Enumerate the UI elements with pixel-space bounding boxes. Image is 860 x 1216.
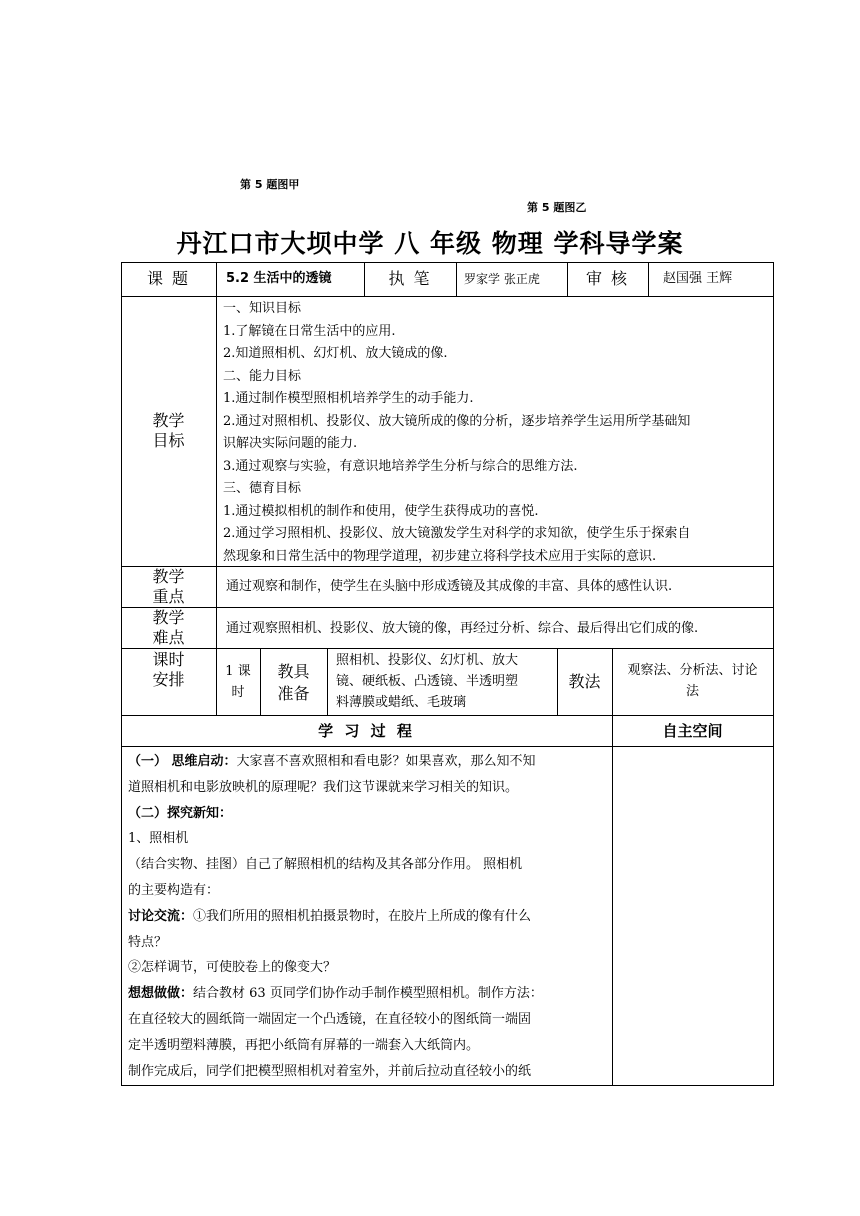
title-grade-unit: 年级 — [429, 229, 482, 258]
writer-value: 罗家学 张正虎 — [464, 272, 540, 286]
paragraph-text: 大家喜不喜欢照相和看电影？如果喜欢，那么知不知 — [236, 754, 536, 769]
objective-line: 2.通过学习照相机、投影仪、放大镜激发学生对科学的求知欲，使学生乐于探索自 — [223, 526, 691, 541]
objectives-content — [223, 298, 769, 568]
objective-line: 一、知识目标 — [223, 301, 302, 316]
section-heading: 想想做做： — [128, 986, 194, 1002]
writer-label: 执 笔 — [388, 269, 432, 288]
objective-line: 然现象和日常生活中的物理学道理，初步建立将科学技术应用于实际的意识. — [223, 548, 657, 564]
difficulties-text: 通过观察照相机、投影仪、放大镜的像，再经过分析、综合、最后得出它们成的像. — [226, 621, 699, 636]
keypoints-label-line: 重点 — [152, 587, 185, 606]
objective-line: 三、德育目标 — [223, 481, 302, 496]
paragraph — [128, 981, 612, 1007]
paragraph-text: 结合教材 63 页同学们协作动手制作模型照相机。制作方法： — [193, 986, 543, 1002]
section-heading: （二）探究新知： — [128, 805, 233, 821]
objectives-label-line: 目标 — [152, 431, 185, 450]
methods-value — [612, 660, 773, 702]
difficulties-label-line: 难点 — [152, 628, 185, 647]
page-title — [0, 224, 860, 260]
paragraph — [128, 749, 612, 775]
tools-label — [260, 661, 327, 705]
schedule-label-line: 安排 — [152, 670, 185, 689]
objective-line: 2.通过对照相机、投影仪、放大镜所成的像的分析，逐步培养学生运用所学基础知 — [223, 413, 691, 429]
methods-line: 观察法、分析法、讨论 — [627, 663, 758, 678]
review-label: 审 核 — [585, 269, 630, 288]
paragraph: 的主要构造有： — [128, 882, 220, 898]
schedule-label — [121, 650, 216, 690]
objective-line: 1.通过制作模型照相机培养学生的动手能力. — [223, 391, 474, 406]
process-header: 学 习 过 程 — [318, 722, 415, 740]
objectives-label-line: 教学 — [152, 411, 185, 430]
objective-line: 二、能力目标 — [223, 368, 302, 384]
method-label: 教法 — [568, 672, 601, 691]
process-content — [128, 749, 612, 1084]
topic-value: 5.2 生活中的透镜 — [226, 271, 332, 286]
paragraph — [128, 801, 612, 827]
keypoints-text: 通过观察和制作，使学生在头脑中形成透镜及其成像的丰富、具体的感性认识. — [226, 579, 673, 594]
tools-list — [336, 650, 518, 713]
paragraph: 道照相机和电影放映机的原理呢？我们这节课就来学习相关的知识。 — [128, 779, 519, 795]
figure-caption-a: 第 5 题图甲 — [240, 178, 300, 191]
paragraph: 制作完成后，同学们把模型照相机对着室外，并前后拉动直径较小的纸 — [128, 1063, 532, 1079]
tools-label-line: 教具 — [277, 662, 310, 681]
schedule-label-line: 课时 — [152, 650, 185, 669]
title-grade: 八 — [394, 229, 421, 258]
difficulties-label — [121, 608, 216, 648]
hours-line: 1 课 — [225, 664, 251, 679]
methods-line: 法 — [685, 684, 699, 699]
title-kind: 学科导学案 — [553, 229, 684, 258]
side-header: 自主空间 — [662, 722, 723, 740]
paragraph — [128, 904, 612, 930]
figure-caption-b: 第 5 题图乙 — [527, 201, 587, 214]
tools-line: 料薄膜或蜡纸、毛玻璃 — [336, 695, 467, 710]
paragraph: 在直径较大的圆纸筒一端固定一个凸透镜，在直径较小的图纸筒一端固 — [128, 1011, 532, 1027]
objective-line: 1.通过模拟相机的制作和使用，使学生获得成功的喜悦. — [223, 503, 539, 519]
difficulties-label-line: 教学 — [152, 608, 185, 627]
paragraph: 特点？ — [128, 934, 168, 950]
hours-value — [216, 661, 260, 703]
objective-line: 2.知道照相机、幻灯机、放大镜成的像. — [223, 346, 448, 361]
section-heading: （一） 思维启动： — [128, 754, 237, 769]
tools-line: 照相机、投影仪、幻灯机、放大 — [336, 653, 519, 668]
objective-line: 识解决实际问题的能力. — [223, 436, 358, 451]
paragraph: ②怎样调节，可使胶卷上的像变大？ — [128, 960, 337, 976]
keypoints-label-line: 教学 — [152, 567, 185, 586]
section-heading: 讨论交流： — [128, 908, 194, 924]
hours-line: 时 — [231, 685, 245, 700]
paragraph: （结合实物、挂图）自己了解照相机的结构及其各部分作用。 照相机 — [128, 857, 523, 873]
review-value: 赵国强 王辉 — [663, 271, 733, 286]
tools-label-line: 准备 — [277, 684, 310, 703]
objective-line: 3.通过观察与实验，有意识地培养学生分析与综合的思维方法. — [223, 458, 578, 474]
objectives-label — [121, 411, 216, 451]
objective-line: 1.了解镜在日常生活中的应用. — [223, 323, 396, 339]
topic-label: 课 题 — [146, 269, 191, 288]
paragraph: 1、照相机 — [128, 831, 189, 847]
title-school: 丹江口市大坝中学 — [176, 229, 385, 258]
title-subject: 物理 — [491, 229, 544, 258]
keypoints-label — [121, 567, 216, 607]
paragraph: 定半透明塑料薄膜，再把小纸筒有屏幕的一端套入大纸筒内。 — [128, 1037, 480, 1053]
paragraph-text: ①我们所用的照相机拍摄景物时，在胶片上所成的像有什么 — [193, 908, 532, 924]
tools-line: 镜、硬纸板、凸透镜、半透明塑 — [336, 674, 519, 689]
